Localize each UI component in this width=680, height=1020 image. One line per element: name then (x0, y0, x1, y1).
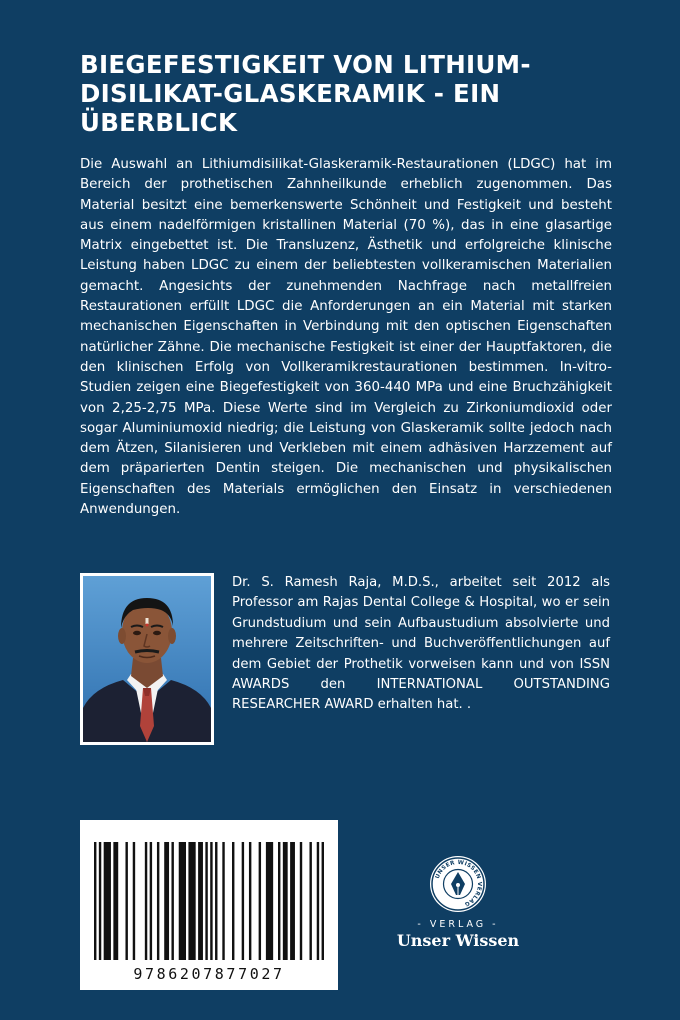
barcode-bar (133, 842, 135, 960)
barcode-bar (210, 842, 212, 960)
barcode-bar (171, 842, 173, 960)
barcode-bar (94, 842, 96, 960)
publisher-logo (393, 855, 523, 950)
barcode-bar (104, 842, 111, 960)
isbn-number: 9786207877027 (133, 965, 285, 983)
isbn-barcode (80, 820, 338, 990)
barcode-bar (145, 842, 147, 960)
publisher-label: - VERLAG - (417, 919, 499, 930)
ean13-barcode (94, 842, 324, 960)
barcode-bar (222, 842, 224, 960)
barcode-bar (232, 842, 234, 960)
logo-ring-text: UNSER WISSEN VERLAG (434, 859, 483, 907)
barcode-bar (322, 842, 324, 960)
fountain-pen-nib-icon (429, 855, 487, 913)
barcode-bar (283, 842, 288, 960)
author-biography: Dr. S. Ramesh Raja, M.D.S., arbeitet seit 2012 als Professor am Rajas Dental College & Hospital, wo er sein Grundstudium und sein Aufbaustudium absolvierte und mehrere Zeitschriften- und Buchveröffentlichungen auf dem Gebiet der Prothetik vorweisen kann und von ISSN AWARDS den INTERNATIONAL OUTSTANDING RESEARCHER AWARD erhalten hat. . (232, 575, 610, 713)
barcode-bar (317, 842, 319, 960)
barcode-bar (278, 842, 280, 960)
barcode-bar (249, 842, 251, 960)
barcode-bar (99, 842, 101, 960)
barcode-bar (157, 842, 159, 960)
barcode-bar (259, 842, 261, 960)
book-title: BIEGEFESTIGKEIT VON LITHIUM-DISILIKAT-GLASKERAMIK - EIN ÜBERBLICK (80, 50, 531, 137)
barcode-bar (150, 842, 152, 960)
barcode-bar (198, 842, 203, 960)
barcode-bar (113, 842, 118, 960)
barcode-bar (188, 842, 195, 960)
barcode-bar (266, 842, 273, 960)
barcode-bar (125, 842, 127, 960)
barcode-bar (309, 842, 311, 960)
book-summary: Die Auswahl an Lithiumdisilikat-Glaskeramik-Restaurationen (LDGC) hat im Bereich der prothetischen Zahnheilkunde erheblich zugenommen. Das Material besitzt eine bemerkenswerte Schönheit und Festigkeit und besteht aus einem nadelförmigen kristallinen Material (70 %), das in eine glasartige Matrix eingebettet ist. Die Transluzenz, Ästhetik und erfolgreiche klinische Leistung haben LDGC zu einem der beliebtesten vollkeramischen Materialien gemacht. Angesichts der zunehmenden Nachfrage nach metallfreien Restaurationen erfüllt LDGC die Anforderungen an ein Material mit starken mechanischen Eigenschaften in Verbindung mit den optischen Eigenschaften natürlicher Zähne. Die mechanische Festigkeit ist einer der Hauptfaktoren, die den klinischen Erfolg von Vollkeramikrestaurationen bestimmen. In-vitro-Studien zeigen eine Biegefestigkeit von 360-440 MPa und eine Bruchzähigkeit von 2,25-2,75 MPa. Diese Werte sind im Vergleich zu Zirkoniumdioxid oder sogar Aluminiumoxid niedrig; die Leistung von Glaskeramik sollte jedoch nach dem Ätzen, Silanisieren und Verkleben mit einem adhäsiven Harzzement auf dem präparierten Dentin steigen. Die mechanischen und physikalischen Eigenschaften des Materials ermöglichen den Einsatz in verschiedenen Anwendungen. (80, 157, 612, 518)
barcode-bar (300, 842, 302, 960)
barcode-bar (205, 842, 207, 960)
barcode-bar (164, 842, 169, 960)
author-photo (80, 573, 214, 745)
barcode-bar (290, 842, 295, 960)
publisher-name: Unser Wissen (396, 931, 520, 950)
barcode-bar (179, 842, 186, 960)
author-portrait-photo (83, 576, 211, 742)
barcode-bar (215, 842, 217, 960)
barcode-bar (242, 842, 244, 960)
